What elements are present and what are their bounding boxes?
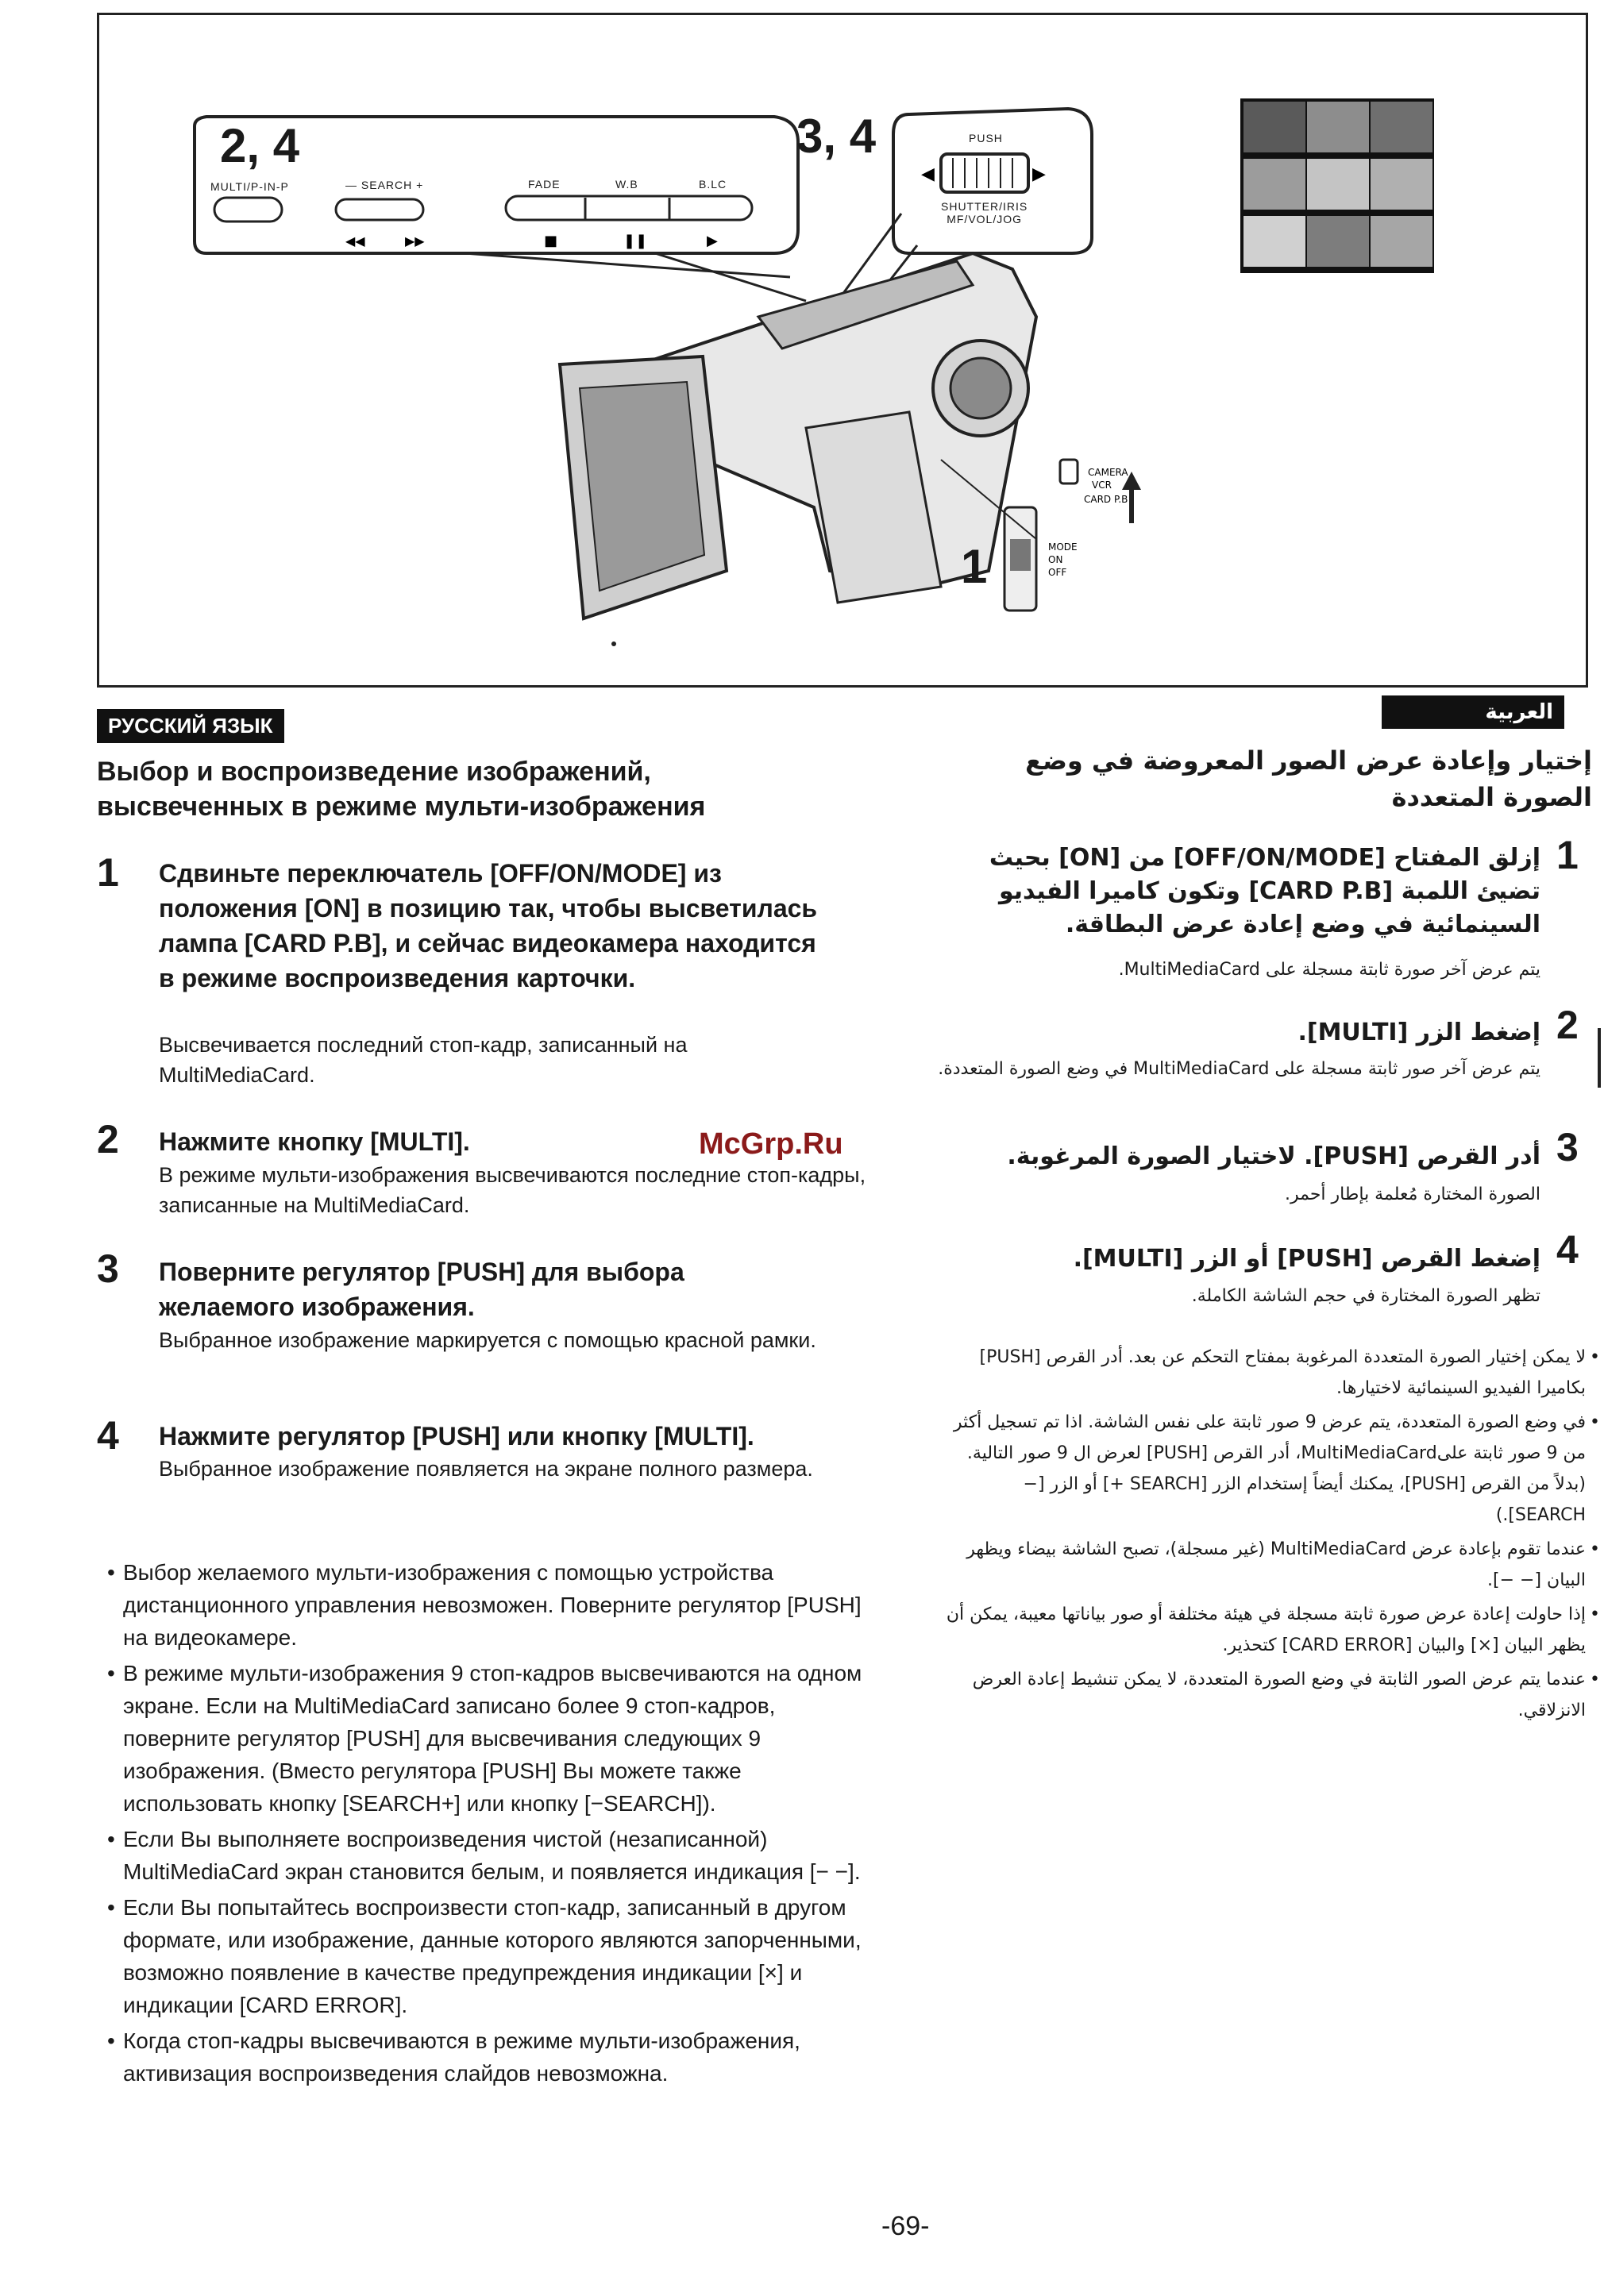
fade-label: FADE — [528, 178, 561, 191]
ru-note-2 — [107, 1657, 885, 1820]
ar-note-4 — [937, 1599, 1600, 1661]
bullet-dot-icon: • — [107, 1895, 115, 1920]
ru-note-3 — [107, 1823, 885, 1888]
ru-note-4 — [107, 1891, 885, 2021]
thumb-2 — [1307, 102, 1369, 152]
illustration-frame — [97, 13, 1588, 688]
switch-card-label: CARD P.B — [1084, 494, 1128, 505]
ru-step-3-body: Выбранное изображение маркируется с помощью красной рамки. — [159, 1328, 816, 1352]
ar-notes-list — [937, 1342, 1600, 1729]
ru-note-text: Когда стоп-кадры высвечиваются в режиме мульти-изображения, активизация воспроизведения слайдов невозможна. — [123, 2028, 800, 2086]
svg-text:❚❚: ❚❚ — [623, 233, 648, 249]
ru-step-1-heading: Сдвиньте переключатель [OFF/ON/MODE] из положения [ON] в позицию так, чтобы высветилась лампа [CARD P.B], и сейчас видеокамера находится в режиме воспроизведения карточки. — [159, 859, 818, 992]
ar-step-2-heading: إضغط الزر [MULTI]. — [1297, 1019, 1540, 1046]
bullet-dot-icon: • — [1590, 1539, 1600, 1559]
ar-step-4-number: 4 — [1556, 1227, 1579, 1272]
ar-step-4-body: تظهر الصورة المختارة في حجم الشاشة الكاملة. — [1191, 1286, 1540, 1306]
ar-note-1 — [937, 1342, 1600, 1404]
thumb-4 — [1243, 159, 1305, 210]
bullet-dot-icon: • — [107, 1827, 115, 1851]
svg-text:■: ■ — [544, 233, 558, 249]
ar-note-text: إذا حاولت إعادة عرض صورة ثابتة مسجلة في هيئة مختلفة أو صور بياناتها معيبة، يمكن أن يظهر البيان [×] والبيان [CARD ERROR] كتحذير. — [946, 1605, 1586, 1655]
ar-step-2-number: 2 — [1556, 1003, 1579, 1047]
ar-note-5 — [937, 1664, 1600, 1726]
thumb-5 — [1307, 159, 1369, 210]
ar-step-1-number: 1 — [1556, 833, 1579, 877]
search-label: — SEARCH + — [345, 179, 424, 191]
ru-note-1 — [107, 1556, 885, 1654]
switch-off-label: OFF — [1048, 567, 1067, 578]
bullet-dot-icon: • — [1590, 1412, 1600, 1432]
multi-image-thumbnail — [1240, 98, 1434, 273]
page-number: -69- — [881, 2211, 930, 2241]
russian-title — [97, 754, 859, 824]
ar-step-2-body: يتم عرض آخر صور ثابتة مسجلة على MultiMediaCard في وضع الصورة المتعددة. — [938, 1059, 1540, 1079]
ar-note-text: عندما تقوم بإعادة عرض MultiMediaCard (غير مسجلة)، تصبح الشاشة بيضاء ويظهر البيان [− −]. — [966, 1539, 1586, 1590]
thumb-3 — [1371, 102, 1432, 152]
russian-title-line-2: высвеченных в режиме мульти-изображения — [97, 792, 706, 822]
thumb-6 — [1371, 159, 1432, 210]
thumb-9 — [1371, 216, 1432, 267]
ar-step-4-heading: إضغط القرص [PUSH] أو الزر [MULTI]. — [1073, 1245, 1540, 1273]
svg-text:◀◀: ◀◀ — [345, 233, 365, 248]
watermark: McGrp.Ru — [699, 1127, 843, 1161]
ar-note-text: عندما يتم عرض الصور الثابتة في وضع الصورة المتعددة، لا يمكن تنشيط إعادة العرض الانزلاقي. — [972, 1670, 1586, 1720]
ar-note-2 — [937, 1407, 1600, 1531]
callout-step-2-4: 2, 4 — [220, 119, 300, 172]
thumb-7 — [1243, 216, 1305, 267]
push-label: PUSH — [969, 132, 1003, 144]
thumb-1 — [1243, 102, 1305, 152]
ru-step-2-number: 2 — [97, 1117, 119, 1161]
switch-on-label: ON — [1048, 554, 1063, 565]
ru-note-text: Выбор желаемого мульти-изображения с помощью устройства дистанционного управления невозможен. Поверните регулятор [PUSH] на видеокамере. — [123, 1560, 862, 1650]
bullet-dot-icon: • — [107, 1560, 115, 1585]
ru-note-5 — [107, 2024, 885, 2090]
margin-mark — [1598, 1028, 1601, 1088]
ar-step-1-body: يتم عرض آخر صورة ثابتة مسجلة على MultiMediaCard. — [1118, 960, 1540, 980]
callout-step-3-4: 3, 4 — [796, 110, 877, 163]
ru-note-text: Если Вы выполняете воспроизведения чистой (незаписанной) MultiMediaCard экран становится белым, и появляется индикация [− −]. — [123, 1827, 861, 1884]
bullet-dot-icon: • — [1590, 1605, 1600, 1624]
bullet-dot-icon: • — [1590, 1670, 1600, 1689]
ru-step-3-heading: Поверните регулятор [PUSH] для выбора желаемого изображения. — [159, 1258, 684, 1321]
ru-step-3-number: 3 — [97, 1246, 119, 1291]
ar-note-text: لا يمكن إختيار الصورة المتعددة المرغوبة بمفتاح التحكم عن بعد. أدر القرص [PUSH] بكاميرا الفيديو السينمائية لاختيارها. — [979, 1347, 1586, 1398]
switch-camera-label: CAMERA — [1088, 467, 1128, 478]
ru-note-text: В режиме мульти-изображения 9 стоп-кадров высвечиваются на одном экране. Если на MultiMediaCard записано более 9 стоп-кадров, поверните регулятор [PUSH] для высвечивания следующих 9 изображения. (Вместо регулятора [PUSH] Вы можете также использовать кнопку [SEARCH+] или кнопку [−SEARCH]). — [123, 1661, 862, 1816]
bullet-dot-icon: • — [1590, 1347, 1600, 1367]
ru-notes-list — [107, 1556, 885, 2093]
ru-step-4-body: Выбранное изображение появляется на экране полного размера. — [159, 1457, 813, 1481]
bullet-dot-icon: • — [107, 2028, 115, 2053]
bullet-dot-icon: • — [107, 1661, 115, 1685]
ru-step-2-body: В режиме мульти-изображения высвечиваются последние стоп-кадры, записанные на MultiMediaCard. — [159, 1163, 866, 1217]
ru-step-1-number: 1 — [97, 850, 119, 895]
ru-step-2-heading: Нажмите кнопку [MULTI]. — [159, 1127, 470, 1156]
russian-title-line-1: Выбор и воспроизведение изображений, — [97, 757, 651, 787]
svg-text:▶: ▶ — [707, 233, 718, 249]
russian-language-label: РУССКИЙ ЯЗЫК — [97, 709, 284, 743]
multi-pin-label: MULTI/P-IN-P — [210, 180, 289, 193]
switch-mode-label: MODE — [1048, 541, 1078, 553]
ru-step-4-number: 4 — [97, 1413, 119, 1458]
blc-label: B.LC — [699, 178, 727, 191]
svg-text:◀: ◀ — [921, 164, 935, 184]
ar-step-3-body: الصورة المختارة مُعلمة بإطار أحمر. — [1284, 1185, 1540, 1204]
arabic-title: إختيار وإعادة عرض الصور المعروضة في وضع الصورة المتعددة — [1025, 745, 1592, 812]
arabic-language-label: العربية — [1382, 695, 1564, 729]
ar-step-3-number: 3 — [1556, 1125, 1579, 1169]
ru-note-text: Если Вы попытайтесь воспроизвести стоп-кадр, записанный в другом формате, или изображение, данные которого являются запорченными, возможно появление в качестве предупреждения индикации [×] и индикации [CARD ERROR]. — [123, 1895, 862, 2017]
ru-step-4-heading: Нажмите регулятор [PUSH] или кнопку [MULTI]. — [159, 1422, 754, 1450]
ar-step-3-heading: أدر القرص [PUSH]. لاختيار الصورة المرغوبة. — [1007, 1142, 1540, 1170]
ar-note-text: في وضع الصورة المتعددة، يتم عرض 9 صور ثابتة على نفس الشاشة. اذا تم تسجيل أكثر من 9 صور ثابتة علىMultiMediaCard، أدر القرص [PUSH] لعرض ال 9 صور التالية. (بدلاً من القرص [PUSH]، يمكنك أيضاً إستخدام الزر [SEARCH +] أو الزر [− SEARCH].) — [953, 1412, 1586, 1525]
svg-text:▶▶: ▶▶ — [405, 233, 425, 248]
switch-vcr-label: VCR — [1092, 480, 1112, 491]
ar-note-3 — [937, 1534, 1600, 1596]
thumb-8 — [1307, 216, 1369, 267]
ar-step-1-heading: إزلق المفتاح [OFF/ON/MODE] من [ON] بحيث تضيئ اللمبة [CARD P.B] وتكون كاميرا الفيديو السينمائية في وضع إعادة عرض البطاقة. — [989, 844, 1540, 938]
dial-label: SHUTTER/IRIS MF/VOL/JOG — [941, 200, 1028, 225]
callout-step-1: 1 — [961, 540, 988, 593]
wb-label: W.B — [615, 178, 638, 191]
ru-step-1-body: Высвечивается последний стоп-кадр, записанный на MultiMediaCard. — [159, 1033, 688, 1087]
svg-text:▶: ▶ — [1032, 164, 1046, 184]
